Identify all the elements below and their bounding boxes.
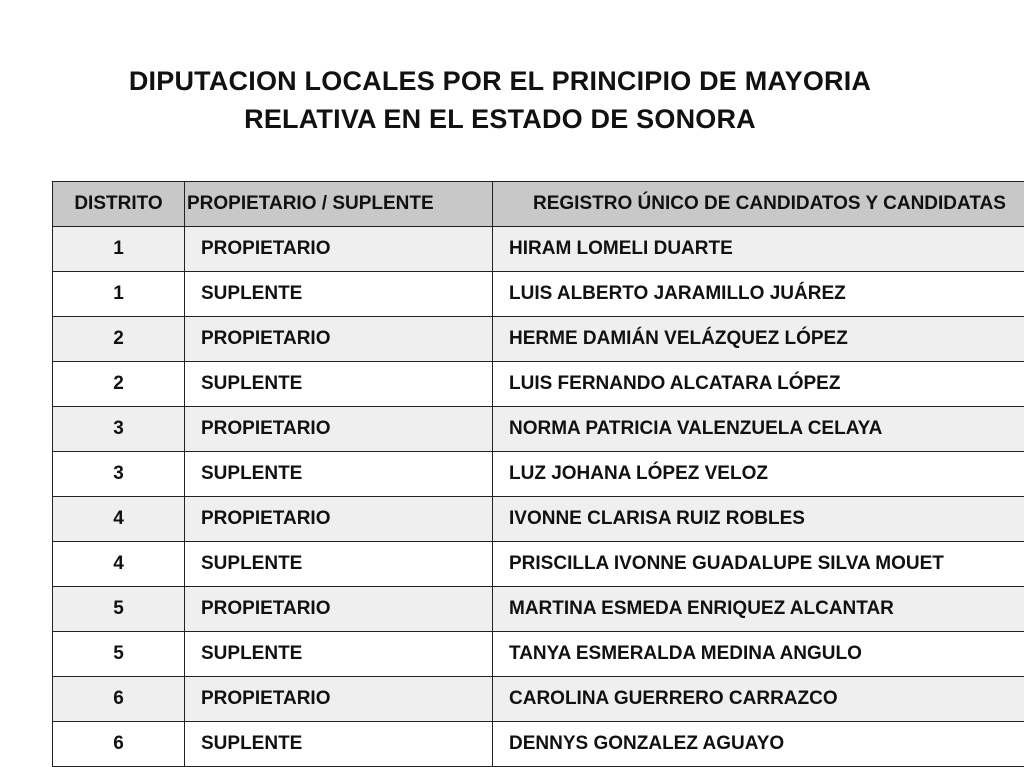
cell-distrito: 1 xyxy=(53,227,185,272)
header-registro-candidatos: REGISTRO ÚNICO DE CANDIDATOS Y CANDIDATAS xyxy=(493,182,1024,227)
table-row xyxy=(53,497,1024,542)
cell-distrito: 5 xyxy=(53,587,185,632)
cell-cargo: SUPLENTE xyxy=(185,542,493,587)
table-row xyxy=(53,227,1024,272)
table-row xyxy=(53,587,1024,632)
cell-cargo: SUPLENTE xyxy=(185,452,493,497)
cell-candidato: DENNYS GONZALEZ AGUAYO xyxy=(493,722,1024,767)
cell-cargo: PROPIETARIO xyxy=(185,407,493,452)
cell-distrito: 5 xyxy=(53,632,185,677)
cell-candidato: PRISCILLA IVONNE GUADALUPE SILVA MOUET xyxy=(493,542,1024,587)
table-row xyxy=(53,317,1024,362)
cell-candidato: IVONNE CLARISA RUIZ ROBLES xyxy=(493,497,1024,542)
cell-candidato: CAROLINA GUERRERO CARRAZCO xyxy=(493,677,1024,722)
table-row xyxy=(53,272,1024,317)
cell-cargo: PROPIETARIO xyxy=(185,587,493,632)
cell-candidato: LUIS ALBERTO JARAMILLO JUÁREZ xyxy=(493,272,1024,317)
cell-distrito: 4 xyxy=(53,542,185,587)
cell-cargo: SUPLENTE xyxy=(185,362,493,407)
cell-cargo: PROPIETARIO xyxy=(185,317,493,362)
cell-cargo: SUPLENTE xyxy=(185,272,493,317)
cell-candidato: LUIS FERNANDO ALCATARA LÓPEZ xyxy=(493,362,1024,407)
cell-distrito: 3 xyxy=(53,407,185,452)
document-title xyxy=(0,62,1000,138)
table-row xyxy=(53,452,1024,497)
cell-candidato: TANYA ESMERALDA MEDINA ANGULO xyxy=(493,632,1024,677)
cell-distrito: 6 xyxy=(53,677,185,722)
table-row xyxy=(53,542,1024,587)
table-header-row xyxy=(53,182,1024,227)
table-row xyxy=(53,677,1024,722)
cell-cargo: SUPLENTE xyxy=(185,722,493,767)
table-row xyxy=(53,632,1024,677)
cell-distrito: 2 xyxy=(53,362,185,407)
cell-candidato: LUZ JOHANA LÓPEZ VELOZ xyxy=(493,452,1024,497)
cell-candidato: MARTINA ESMEDA ENRIQUEZ ALCANTAR xyxy=(493,587,1024,632)
cell-distrito: 1 xyxy=(53,272,185,317)
cell-distrito: 3 xyxy=(53,452,185,497)
title-line-2: RELATIVA EN EL ESTADO DE SONORA xyxy=(0,100,1000,138)
cell-cargo: SUPLENTE xyxy=(185,632,493,677)
cell-candidato: NORMA PATRICIA VALENZUELA CELAYA xyxy=(493,407,1024,452)
title-line-1: DIPUTACION LOCALES POR EL PRINCIPIO DE MAYORIA xyxy=(0,62,1000,100)
cell-cargo: PROPIETARIO xyxy=(185,677,493,722)
cell-cargo: PROPIETARIO xyxy=(185,227,493,272)
table-row xyxy=(53,407,1024,452)
cell-candidato: HIRAM LOMELI DUARTE xyxy=(493,227,1024,272)
cell-candidato: HERME DAMIÁN VELÁZQUEZ LÓPEZ xyxy=(493,317,1024,362)
cell-distrito: 2 xyxy=(53,317,185,362)
candidates-table-container xyxy=(52,181,1024,767)
cell-distrito: 4 xyxy=(53,497,185,542)
cell-distrito: 6 xyxy=(53,722,185,767)
header-propietario-suplente: PROPIETARIO / SUPLENTE xyxy=(185,182,493,227)
cell-cargo: PROPIETARIO xyxy=(185,497,493,542)
candidates-table xyxy=(52,181,1024,767)
table-row xyxy=(53,722,1024,767)
table-row xyxy=(53,362,1024,407)
header-distrito: DISTRITO xyxy=(53,182,185,227)
